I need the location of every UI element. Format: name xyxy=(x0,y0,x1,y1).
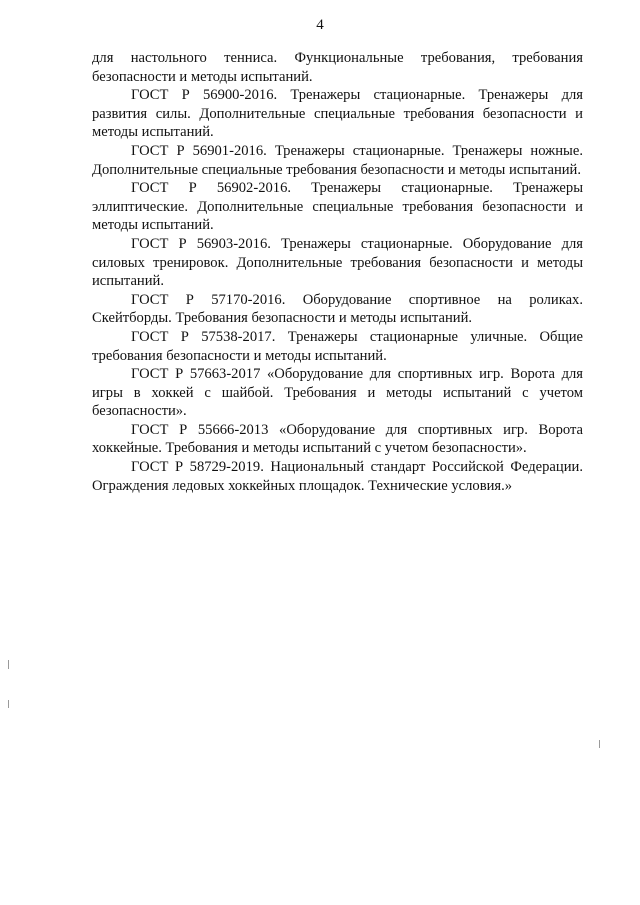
paragraph-gost-56900: ГОСТ Р 56900-2016. Тренажеры стационарные. Тренажеры для развития силы. Дополнительные специальные требования безопасности и методы испытаний. xyxy=(92,87,583,141)
scan-speck xyxy=(599,740,600,748)
paragraph-gost-57538: ГОСТ Р 57538-2017. Тренажеры стационарные уличные. Общие требования безопасности и методы испытаний. xyxy=(92,328,583,364)
paragraph-continuation: для настольного тенниса. Функциональные требования, требования безопасности и методы испытаний. xyxy=(92,50,583,85)
page-number: 4 xyxy=(316,17,324,33)
paragraph-gost-56902: ГОСТ Р 56902-2016. Тренажеры стационарные. Тренажеры эллиптические. Дополнительные специальные требования безопасности и методы испытаний. xyxy=(92,180,583,234)
paragraph-gost-57663: ГОСТ Р 57663-2017 «Оборудование для спортивных игр. Ворота для игры в хоккей с шайбой. Требования и методы испытаний с учетом безопасности». xyxy=(92,366,583,420)
paragraph-gost-57170: ГОСТ Р 57170-2016. Оборудование спортивное на роликах. Скейтборды. Требования безопасности и методы испытаний. xyxy=(92,291,583,327)
scan-speck xyxy=(8,660,9,669)
paragraph-gost-55666: ГОСТ Р 55666-2013 «Оборудование для спортивных игр. Ворота хоккейные. Требования и методы испытаний с учетом безопасности». xyxy=(92,421,583,457)
paragraph-gost-56901: ГОСТ Р 56901-2016. Тренажеры стационарные. Тренажеры ножные. Дополнительные специальные требования безопасности и методы испытаний. xyxy=(92,142,583,178)
paragraph-gost-56903: ГОСТ Р 56903-2016. Тренажеры стационарные. Оборудование для силовых тренировок. Дополнительные требования безопасности и методы испытаний. xyxy=(92,235,583,290)
document-body xyxy=(92,49,583,495)
paragraph-gost-58729: ГОСТ Р 58729-2019. Национальный стандарт Российской Федерации. Ограждения ледовых хоккейных площадок. Технические условия.» xyxy=(92,459,583,494)
scan-speck xyxy=(8,700,9,708)
